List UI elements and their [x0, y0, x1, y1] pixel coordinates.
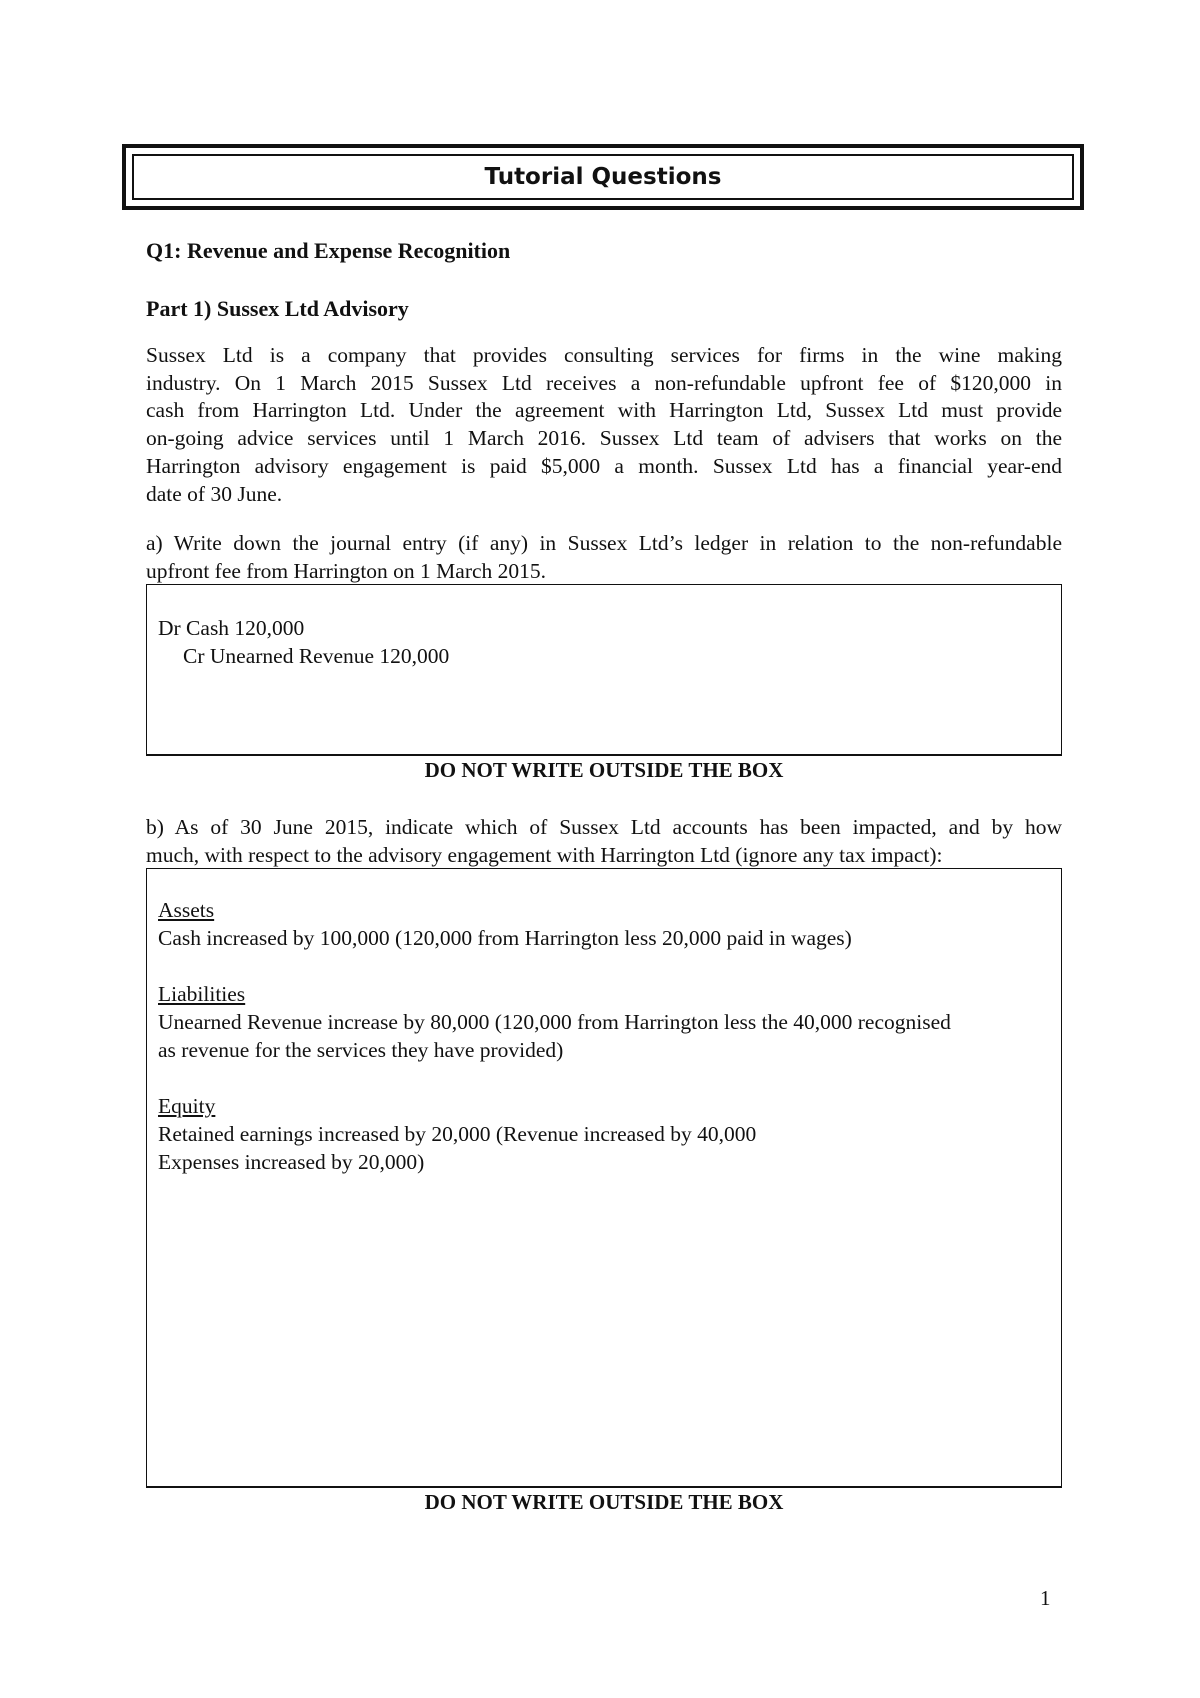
intro-line: date of 30 June. — [146, 481, 283, 506]
answer-box-a — [146, 584, 1062, 756]
intro-line: cash from Harrington Ltd. Under the agreement with Harrington Ltd, Sussex Ltd must provide — [146, 398, 1062, 423]
question-a — [146, 530, 1062, 585]
liabilities-heading: Liabilities — [158, 982, 246, 1006]
question-a-line: upfront fee from Harrington on 1 March 2015. — [146, 558, 547, 583]
question-heading: Q1: Revenue and Expense Recognition — [146, 238, 511, 263]
liabilities-line: as revenue for the services they have provided) — [158, 1038, 564, 1062]
question-b-line: much, with respect to the advisory engagement with Harrington Ltd (ignore any tax impact): — [146, 842, 943, 867]
equity-line: Expenses increased by 20,000) — [158, 1150, 425, 1174]
box-warning-a: DO NOT WRITE OUTSIDE THE BOX — [424, 758, 784, 782]
title-banner — [122, 144, 1084, 210]
liabilities-line: Unearned Revenue increase by 80,000 (120,000 from Harrington less the 40,000 recognised — [158, 1010, 951, 1034]
page-title: Tutorial Questions — [132, 154, 1074, 200]
equity-line: Retained earnings increased by 20,000 (Revenue increased by 40,000 — [158, 1122, 757, 1146]
debit-entry: Dr Cash 120,000 — [158, 616, 305, 640]
question-b-line: b) As of 30 June 2015, indicate which of Sussex Ltd accounts has been impacted, and by how — [146, 815, 1062, 839]
assets-line: Cash increased by 100,000 (120,000 from Harrington less 20,000 paid in wages) — [158, 926, 852, 950]
intro-line: Harrington advisory engagement is paid $5,000 a month. Sussex Ltd has a financial year-end — [146, 453, 1062, 478]
intro-line: on-going advice services until 1 March 2016. Sussex Ltd team of advisers that works on the — [146, 426, 1062, 451]
intro-paragraph — [146, 342, 1062, 508]
intro-line: industry. On 1 March 2015 Sussex Ltd receives a non-refundable upfront fee of $120,000 in — [146, 370, 1062, 395]
page-number: 1 — [1040, 1586, 1051, 1610]
credit-entry: Cr Unearned Revenue 120,000 — [183, 644, 450, 668]
question-b — [146, 814, 1062, 869]
answer-box-b — [146, 868, 1062, 1488]
intro-line: Sussex Ltd is a company that provides consulting services for firms in the wine making — [146, 343, 1062, 367]
assets-heading: Assets — [158, 898, 215, 922]
box-warning-b: DO NOT WRITE OUTSIDE THE BOX — [424, 1490, 784, 1514]
part-heading: Part 1) Sussex Ltd Advisory — [146, 296, 409, 321]
equity-heading: Equity — [158, 1094, 216, 1118]
question-a-line: a) Write down the journal entry (if any) in Sussex Ltd’s ledger in relation to the non-refundable — [146, 531, 1062, 555]
